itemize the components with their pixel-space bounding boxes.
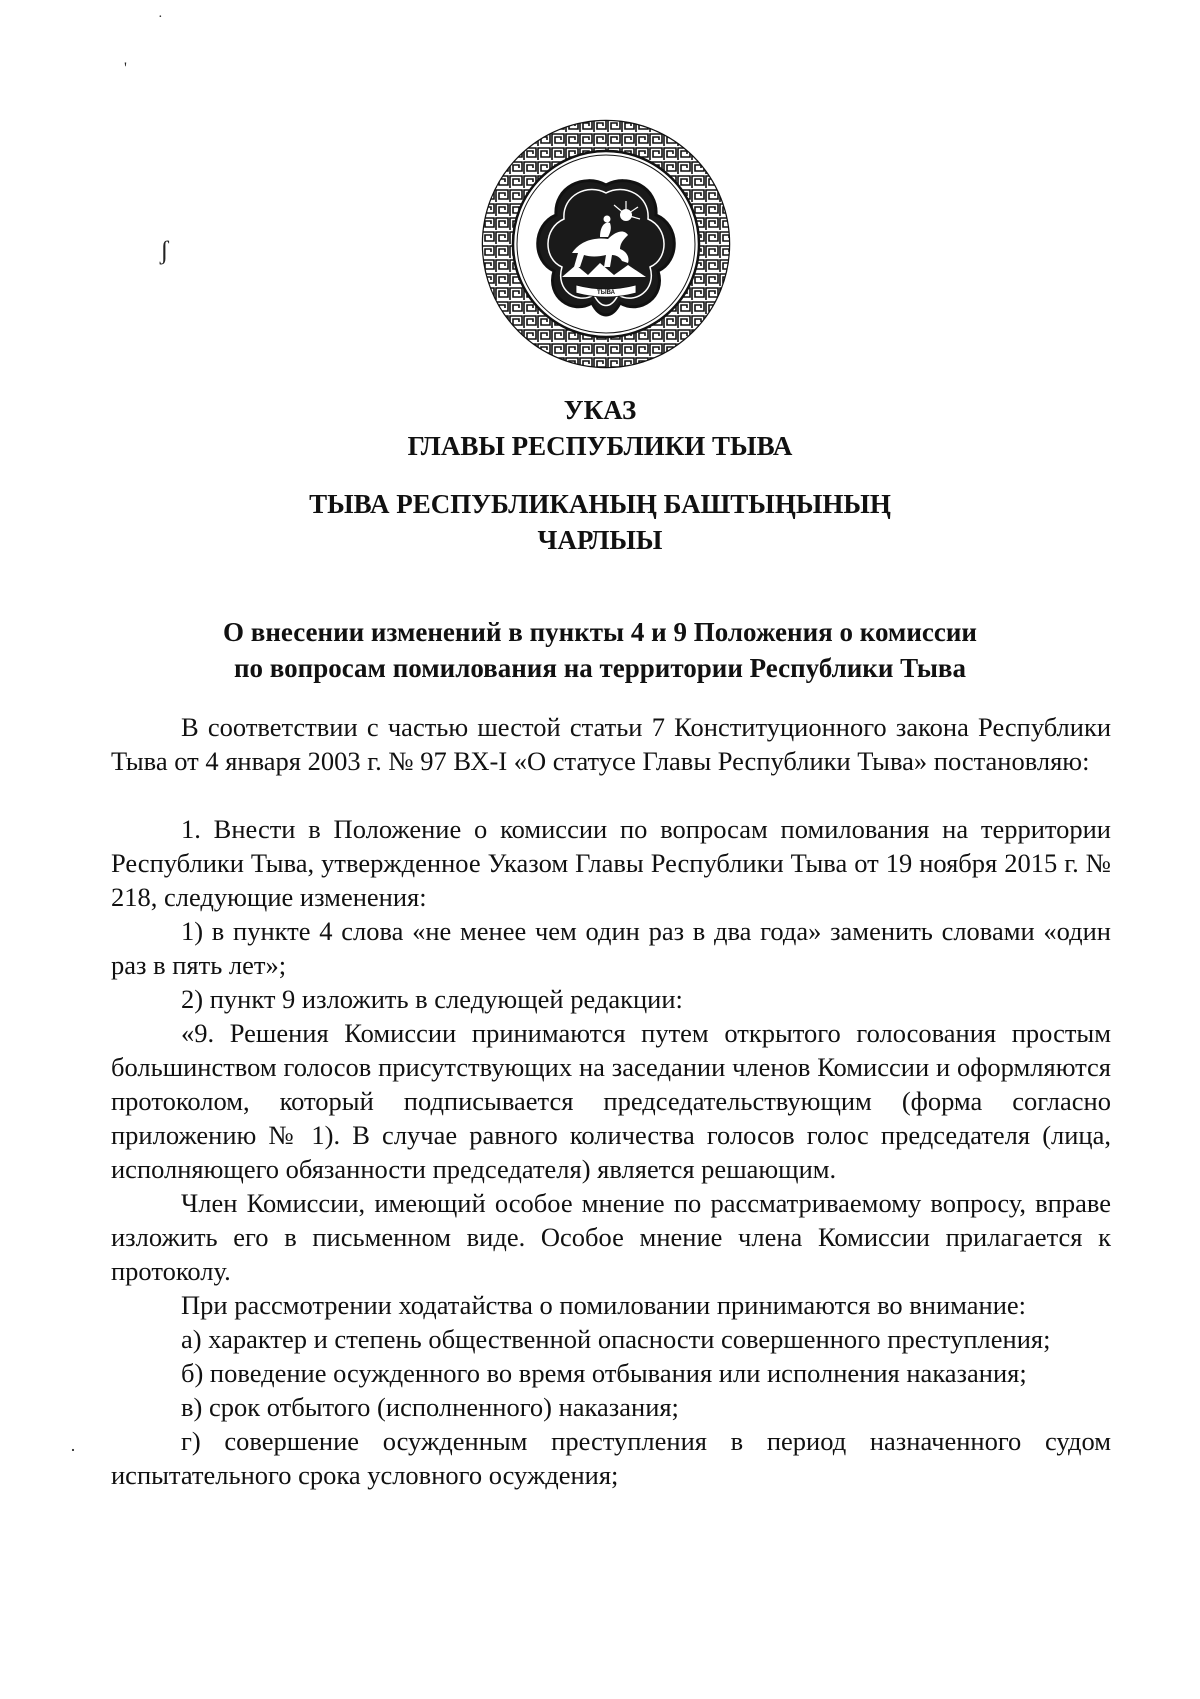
body-paragraph: г) совершение осужденным преступления в период назначенного судом испытательного срока условного осуждения; [111,1426,1111,1490]
document-heading-rus [0,392,1200,464]
document-heading-tuv [0,486,1200,558]
scan-mark-hook: ʃ [160,236,169,265]
body-paragraph: При рассмотрении ходатайства о помиловании принимаются во внимание: [181,1290,1027,1320]
document-title-line1: О внесении изменений в пункты 4 и 9 Положения о комиссии [223,617,977,647]
scan-mark-tick: ' [124,60,127,77]
heading-head-of-republic: ГЛАВЫ РЕСПУБЛИКИ ТЫВА [407,431,793,461]
body-paragraph: «9. Решения Комиссии принимаются путем открытого голосования простым большинством голосов присутствующих на заседании членов Комиссии и оформляются протоколом, который подписывается председательствующим (форма согласно приложению № 1). В случае равного количества голосов голос председателя (лица, исполняющего обязанности председателя) является решающим. [111,1018,1111,1184]
scan-mark-dot: · [158,10,163,25]
preamble-paragraph: В соответствии с частью шестой статьи 7 Конституционного закона Республики Тыва от 4 января 2003 г. № 97 ВХ-I «О статусе Главы Республики Тыва» постановляю: [111,712,1111,776]
scan-mark-dot: · [70,1440,76,1460]
emblem-ribbon-text: ТЫВА [597,290,615,296]
document-body [111,710,1111,1492]
tuva-coat-of-arms-emblem [481,119,731,369]
heading-tuvan-line1: ТЫВА РЕСПУБЛИКАНЫҢ БАШТЫҢЫНЫҢ [309,489,891,519]
body-paragraph: в) срок отбытого (исполненного) наказания; [181,1392,679,1422]
heading-decree: УКАЗ [563,395,637,425]
document-title [0,614,1200,686]
body-paragraph: 2) пункт 9 изложить в следующей редакции: [181,984,683,1014]
body-paragraph: а) характер и степень общественной опасности совершенного преступления; [181,1324,1051,1354]
body-paragraph: 1) в пункте 4 слова «не менее чем один раз в два года» заменить словами «один раз в пять лет»; [111,916,1111,980]
body-paragraph: 1. Внести в Положение о комиссии по вопросам помилования на территории Республики Тыва, утвержденное Указом Главы Республики Тыва от 19 ноября 2015 г. № 218, следующие изменения: [111,814,1111,912]
heading-tuvan-line2: ЧАРЛЫЫ [537,525,663,555]
document-title-line2: по вопросам помилования на территории Республики Тыва [233,653,967,683]
body-paragraph: Член Комиссии, имеющий особое мнение по рассматриваемому вопросу, вправе изложить его в письменном виде. Особое мнение члена Комиссии прилагается к протоколу. [111,1188,1111,1286]
body-paragraph: б) поведение осужденного во время отбывания или исполнения наказания; [181,1358,1027,1388]
